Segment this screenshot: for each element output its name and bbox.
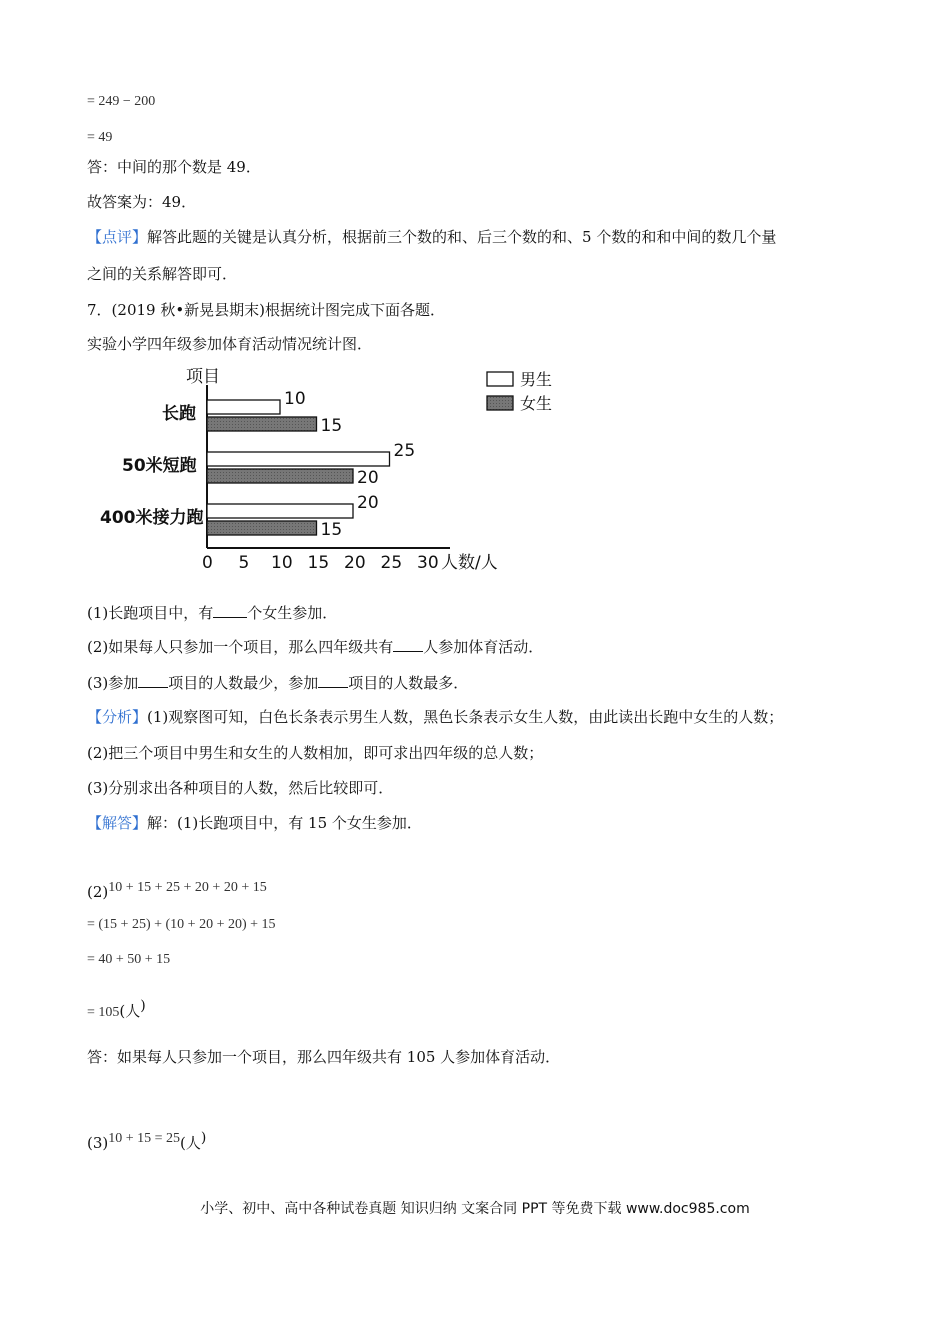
q3-blank-1 <box>138 673 168 688</box>
data-label: 15 <box>320 416 343 436</box>
y-axis-title: 项目 <box>186 367 220 387</box>
analysis-line-2: (2)把三个项目中男生和女生的人数相加，即可求出四年级的总人数； <box>87 744 544 762</box>
q3-text-c: 项目的人数最多． <box>348 674 469 692</box>
legend-swatch-girls <box>487 396 513 410</box>
page-footer: 小学、初中、高中各种试卷真题 知识归纳 文案合同 PPT 等免费下载 www.doc985.com <box>200 1201 750 1217</box>
x-axis-title: 人数/人 <box>441 553 498 573</box>
comment-line-2: 之间的关系解答即可． <box>87 265 238 283</box>
x-tick-label: 30 <box>417 553 439 573</box>
q3-text-b: 项目的人数最少，参加 <box>168 674 319 692</box>
solution-5-unit: (人 <box>119 1002 141 1020</box>
q3-blank-2 <box>318 673 348 688</box>
x-tick-label: 0 <box>202 553 213 573</box>
solution-7-prefix: (3) <box>87 1134 109 1152</box>
solution-text-1: 解：(1)长跑项目中，有 15 个女生参加． <box>147 814 422 832</box>
solution-5-close: ) <box>140 998 146 1014</box>
final-answer-line: 故答案为：49． <box>87 193 197 211</box>
q2-blank <box>393 637 423 652</box>
bar-boys <box>207 452 390 466</box>
answer-line: 答：中间的那个数是 49． <box>87 158 261 176</box>
solution-line-2 <box>87 882 267 904</box>
solution-2-expr: 10 + 15 + 25 + 20 + 20 + 15 <box>108 880 267 895</box>
x-tick-label: 5 <box>238 553 250 573</box>
data-label: 15 <box>320 520 343 540</box>
analysis-text-1: (1)观察图可知，白色长条表示男生人数，黑色长条表示女生人数，由此读出长跑中女生的人数； <box>147 708 784 726</box>
bar-girls <box>207 521 317 535</box>
bar-girls <box>207 417 317 431</box>
solution-7-expr: 10 + 15 = 25 <box>108 1131 181 1146</box>
x-tick-label: 25 <box>380 553 403 573</box>
analysis-tag: 【分析】 <box>87 708 148 726</box>
solution-line-5 <box>87 998 146 1023</box>
category-label: 长跑 <box>162 404 196 424</box>
analysis-line-3: (3)分别求出各种项目的人数，然后比较即可． <box>87 779 394 797</box>
bar-boys <box>207 504 353 518</box>
solution-line-1 <box>87 813 422 833</box>
question-2 <box>87 637 543 657</box>
solution-line-3: = (15 + 25) + (10 + 20 + 20) + 15 <box>87 917 276 932</box>
data-label: 20 <box>357 468 379 488</box>
comment-tag: 【点评】 <box>87 228 148 246</box>
solution-7-close: ) <box>200 1130 207 1146</box>
legend-label: 女生 <box>520 394 553 413</box>
data-label: 10 <box>284 389 306 409</box>
solution-7-unit: (人 <box>180 1134 201 1152</box>
x-tick-label: 10 <box>271 553 293 573</box>
legend-swatch-boys <box>487 372 513 386</box>
category-label: 50米短跑 <box>122 456 197 476</box>
q1-text-a: (1)长跑项目中，有 <box>87 604 214 622</box>
data-label: 20 <box>357 493 379 513</box>
legend-label: 男生 <box>520 370 553 389</box>
calc-line-2: = 49 <box>87 130 113 145</box>
chart-caption: 实验小学四年级参加体育活动情况统计图． <box>87 335 373 353</box>
data-label: 25 <box>393 441 416 461</box>
bar-chart <box>100 358 553 578</box>
calc-line-1: = 249 − 200 <box>87 94 156 109</box>
solution-line-6: 答：如果每人只参加一个项目，那么四年级共有 105 人参加体育活动． <box>87 1048 561 1066</box>
q2-text-a: (2)如果每人只参加一个项目，那么四年级共有 <box>87 638 394 656</box>
q3-text-a: (3)参加 <box>87 674 139 692</box>
question-7-title: 7．(2019 秋•新晃县期末)根据统计图完成下面各题． <box>87 301 446 319</box>
analysis-line-1 <box>87 707 783 727</box>
solution-tag: 【解答】 <box>87 814 148 832</box>
q2-text-b: 人参加体育活动． <box>423 638 544 656</box>
comment-line <box>87 227 776 247</box>
x-tick-label: 15 <box>307 553 330 573</box>
comment-text: 解答此题的关键是认真分析，根据前三个数的和、后三个数的和、5 个数的和和中间的数几个量 <box>147 228 777 246</box>
solution-line-4: = 40 + 50 + 15 <box>87 952 171 967</box>
solution-line-7 <box>87 1130 207 1155</box>
q1-text-b: 个女生参加． <box>247 604 338 622</box>
question-1 <box>87 603 337 623</box>
question-3 <box>87 673 468 693</box>
solution-5-expr: = 105 <box>87 1005 120 1020</box>
x-tick-label: 20 <box>344 553 366 573</box>
q1-blank <box>213 603 247 618</box>
solution-2-prefix: (2) <box>87 883 109 901</box>
category-label: 400米接力跑 <box>100 508 204 528</box>
bar-girls <box>207 469 353 483</box>
bar-boys <box>207 400 280 414</box>
